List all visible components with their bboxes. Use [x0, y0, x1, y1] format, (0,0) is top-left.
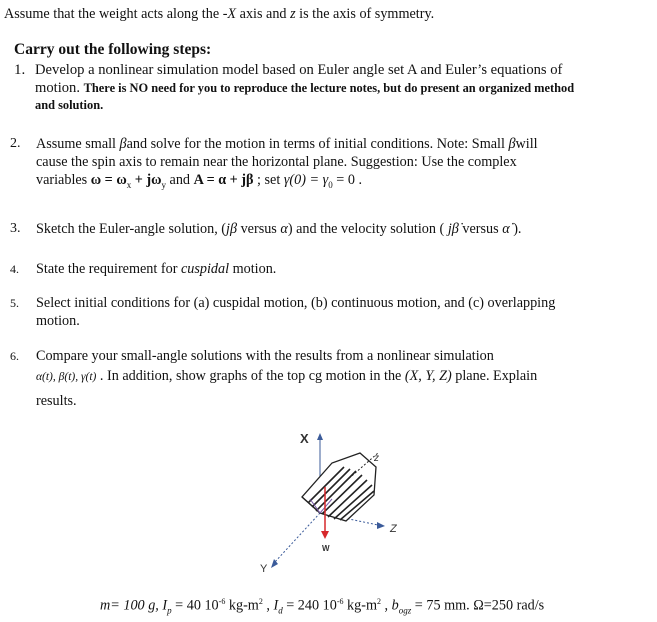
gamma-equation: γ(0) = γ	[283, 172, 329, 188]
y-axis-label: Y	[260, 563, 268, 575]
z-axis-arrow	[377, 522, 385, 529]
param-id-unit: kg-m	[343, 597, 377, 614]
step-5-line-2: motion.	[36, 313, 80, 329]
intro-post: is the axis of symmetry.	[295, 6, 435, 22]
param-mass: m= 100 g,	[100, 597, 163, 614]
cuspidal-word: cuspidal	[180, 261, 230, 277]
step-3-text-b: versus	[237, 221, 281, 237]
weight-label: W	[322, 544, 330, 553]
param-id-symbol: I	[273, 597, 279, 614]
step-4-text-a: State the requirement for	[36, 261, 181, 277]
y-axis-arrow	[271, 559, 278, 568]
alpha-dot: α̇	[502, 221, 510, 237]
gamma-sub: 0	[328, 179, 333, 190]
param-ip-unit: kg-m	[225, 597, 259, 614]
param-id-exp: -6	[336, 597, 344, 606]
body-z-label: z	[374, 453, 379, 464]
intro-pre: Assume that the weight acts along the	[4, 6, 223, 22]
step-4-line	[36, 261, 276, 278]
param-sep-1: ,	[262, 597, 274, 614]
intro-axis: -X	[222, 6, 237, 22]
param-sep-2: ,	[381, 597, 392, 614]
step-2-line-1	[36, 136, 538, 153]
step-5-number: 5.	[10, 296, 19, 310]
step-6-number: 6.	[10, 349, 19, 363]
step-1-normal: motion.	[35, 80, 84, 96]
step-2-line-2: cause the spin axis to remain near the horizontal plane. Suggestion: Use the complex	[36, 154, 517, 170]
param-id-value: = 240 10	[282, 597, 337, 614]
step-6-line-3: results.	[36, 393, 77, 409]
step-3-text-e: ).	[509, 221, 522, 237]
step-6-line-2	[36, 368, 537, 386]
step-3-number: 3.	[10, 221, 21, 236]
step-1-line-2	[35, 80, 574, 97]
step-2-variables: variables	[36, 172, 91, 188]
step-2-set: ; set	[253, 172, 284, 188]
step-2-line-3	[36, 172, 362, 194]
parameters-line	[100, 593, 544, 620]
step-3-line	[36, 221, 521, 238]
z-axis-label: Z	[390, 523, 397, 535]
beta-symbol: β	[119, 136, 127, 152]
j-beta-dot: jβ̇	[447, 221, 459, 237]
steps-heading: Carry out the following steps:	[14, 41, 212, 58]
intro-z: z	[290, 6, 296, 22]
param-ip-unit-exp: 2	[258, 597, 263, 606]
alpha: α	[280, 221, 288, 237]
top-body	[302, 453, 376, 521]
param-b-value: = 75 mm. Ω=250 rad/s	[411, 597, 545, 614]
step-1-bold: There is NO need for you to reproduce the lecture notes, but do present an organized method	[83, 81, 575, 95]
step-2-number: 2.	[10, 136, 21, 151]
param-id-unit-exp: 2	[377, 597, 381, 606]
x-axis-label: X	[300, 431, 309, 446]
param-id-sub: d	[278, 605, 283, 616]
param-b-symbol: b	[391, 597, 399, 614]
step-1-line-3: and solution.	[35, 98, 104, 112]
step-3-text-d: versus	[458, 221, 503, 237]
j-beta: jβ	[226, 221, 238, 237]
omega-y-sub: y	[161, 179, 166, 190]
a-equation: A = α + jβ	[193, 172, 254, 188]
param-ip-symbol: I	[162, 597, 168, 614]
param-ip-value: = 40 10	[171, 597, 219, 614]
step-6-text-a: . In addition, show graphs of the top cg motion in the	[96, 368, 405, 384]
spinning-top-figure	[240, 425, 420, 585]
intro-text	[4, 6, 434, 23]
param-ip-exp: -6	[218, 597, 226, 606]
step-4-text-b: motion.	[229, 261, 277, 277]
step-2-text-c: will	[515, 136, 538, 152]
gamma-equation-b: = 0 .	[332, 172, 363, 188]
step-2-text-b: and solve for the motion in terms of initial conditions. Note: Small	[126, 136, 509, 152]
omega-x-sub: x	[126, 179, 132, 190]
omega-equation-b: + jω	[131, 172, 162, 188]
x-axis-arrow	[317, 433, 323, 440]
step-4-number: 4.	[10, 262, 19, 276]
step-5-line-1: Select initial conditions for (a) cuspidal motion, (b) continuous motion, and (c) overlapping	[36, 295, 556, 311]
weight-arrow-head	[321, 531, 329, 539]
step-1-number: 1.	[14, 62, 26, 78]
xyz-axes: (X, Y, Z)	[404, 368, 452, 384]
param-b-sub: ogz	[398, 605, 412, 616]
euler-angles-t: α(t), β(t), γ(t)	[36, 371, 97, 383]
step-3-text-a: Sketch the Euler-angle solution, (	[36, 221, 227, 237]
beta-symbol-2: β	[508, 136, 516, 152]
omega-equation: ω = ω	[90, 172, 127, 188]
step-6-line-1: Compare your small-angle solutions with the results from a nonlinear simulation	[36, 348, 494, 364]
step-2-and: and	[165, 172, 194, 188]
intro-mid: axis and	[236, 6, 291, 22]
step-1-line-1: Develop a nonlinear simulation model based on Euler angle set A and Euler’s equations of	[35, 62, 563, 78]
step-2-text-a: Assume small	[36, 136, 120, 152]
y-axis-line	[274, 513, 320, 563]
param-ip-sub: p	[167, 605, 172, 616]
step-6-text-b: plane. Explain	[451, 368, 538, 384]
step-3-text-c: ) and the velocity solution (	[287, 221, 448, 237]
